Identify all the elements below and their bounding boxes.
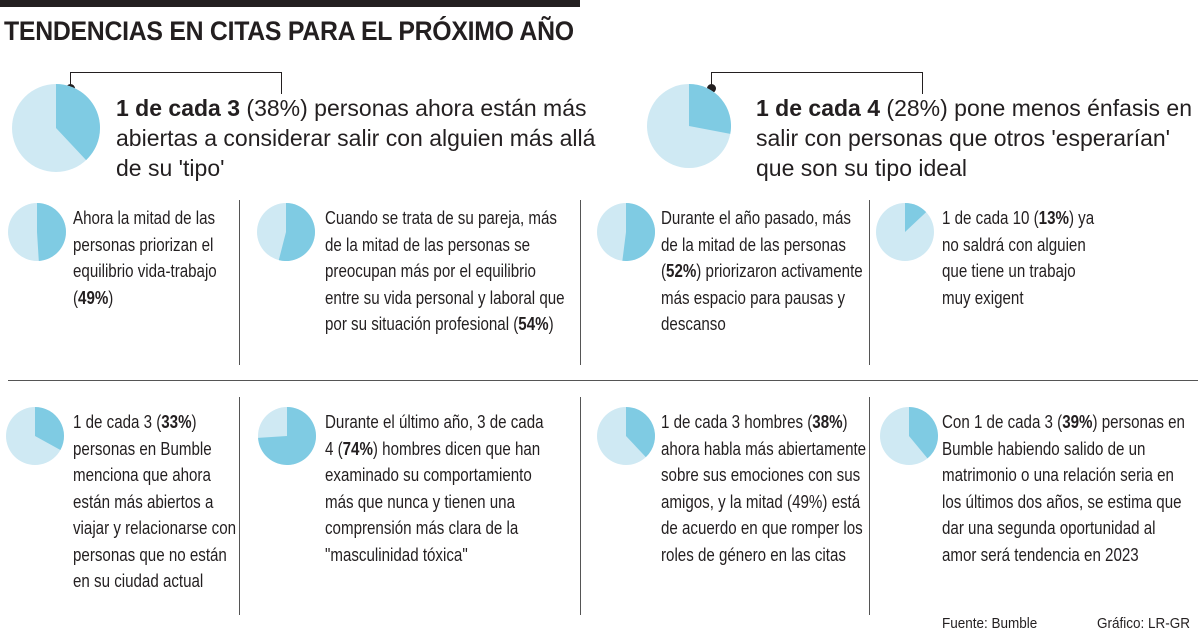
divider-vertical bbox=[580, 397, 581, 615]
source-label: Fuente: Bumble bbox=[942, 615, 1038, 632]
card-text-row2-1: 1 de cada 3 (33%) personas en Bumble menciona que ahora están más abiertos a viajar y relacionarse con personas que no están en su ciudad actual bbox=[73, 412, 237, 591]
leader-line-2 bbox=[922, 72, 923, 94]
pie-chart-hero-2 bbox=[647, 84, 731, 168]
pie-chart-row2-2 bbox=[258, 407, 316, 465]
pie-chart-row2-3 bbox=[597, 407, 655, 465]
pie-chart-hero-1 bbox=[12, 84, 100, 172]
card-text-row2-4: Con 1 de cada 3 (39%) personas en Bumble habiendo salido de un matrimonio o una relación seria en los últimos dos años, se estima que dar una segunda oportunidad al amor será tendencia en 2023 bbox=[942, 412, 1185, 565]
pie-chart-row2-1 bbox=[6, 407, 64, 465]
pie-chart-row1-2 bbox=[257, 203, 315, 261]
pie-chart-row1-4 bbox=[876, 203, 934, 261]
card-text-row1-4: 1 de cada 10 (13%) ya no saldrá con alguien que tiene un trabajo muy exigent bbox=[942, 208, 1095, 308]
pie-slice bbox=[622, 203, 655, 261]
divider-vertical bbox=[239, 200, 240, 365]
leader-line-1 bbox=[70, 72, 282, 73]
pie-slice bbox=[37, 203, 66, 261]
card-text-row1-2: Cuando se trata de su pareja, más de la mitad de las personas se preocupan más por el equilibrio entre su vida personal y laboral que por su situación profesional (54%) bbox=[325, 208, 565, 334]
pie-chart-row2-4 bbox=[880, 407, 938, 465]
page-title: TENDENCIAS EN CITAS PARA EL PRÓXIMO AÑO bbox=[4, 16, 574, 46]
pie-chart-row1-1 bbox=[8, 203, 66, 261]
divider-vertical bbox=[580, 200, 581, 365]
card-text-row2-2: Durante el último año, 3 de cada 4 (74%) hombres dicen que han examinado su comportamiento más que nunca y tienen una comprensión más clara de la "masculinidad tóxica" bbox=[325, 412, 544, 565]
leader-line-2 bbox=[711, 72, 923, 73]
divider-horizontal bbox=[8, 380, 1198, 381]
hero-text-2: 1 de cada 4 (28%) pone menos énfasis en salir con personas que otros 'esperarían' que son su tipo ideal bbox=[756, 95, 1192, 181]
credit-label: Gráfico: LR-GR bbox=[1097, 615, 1191, 632]
card-text-row1-3: Durante el año pasado, más de la mitad de las personas (52%) priorizaron activamente más espacio para pausas y descanso bbox=[661, 208, 863, 334]
card-text-row1-1: Ahora la mitad de las personas priorizan el equilibrio vida-trabajo (49%) bbox=[73, 208, 217, 308]
card-text-row2-3: 1 de cada 3 hombres (38%) ahora habla más abiertamente sobre sus emociones con sus amigos, y la mitad (49%) está de acuerdo en que romper los roles de género en las citas bbox=[661, 412, 867, 565]
top-rule bbox=[0, 0, 580, 7]
hero-text-1: 1 de cada 3 (38%) personas ahora están más abiertas a considerar salir con alguien más allá de su 'tipo' bbox=[116, 95, 596, 181]
pie-chart-row1-3 bbox=[597, 203, 655, 261]
pie-slice bbox=[689, 84, 731, 134]
leader-line-1 bbox=[281, 72, 282, 94]
